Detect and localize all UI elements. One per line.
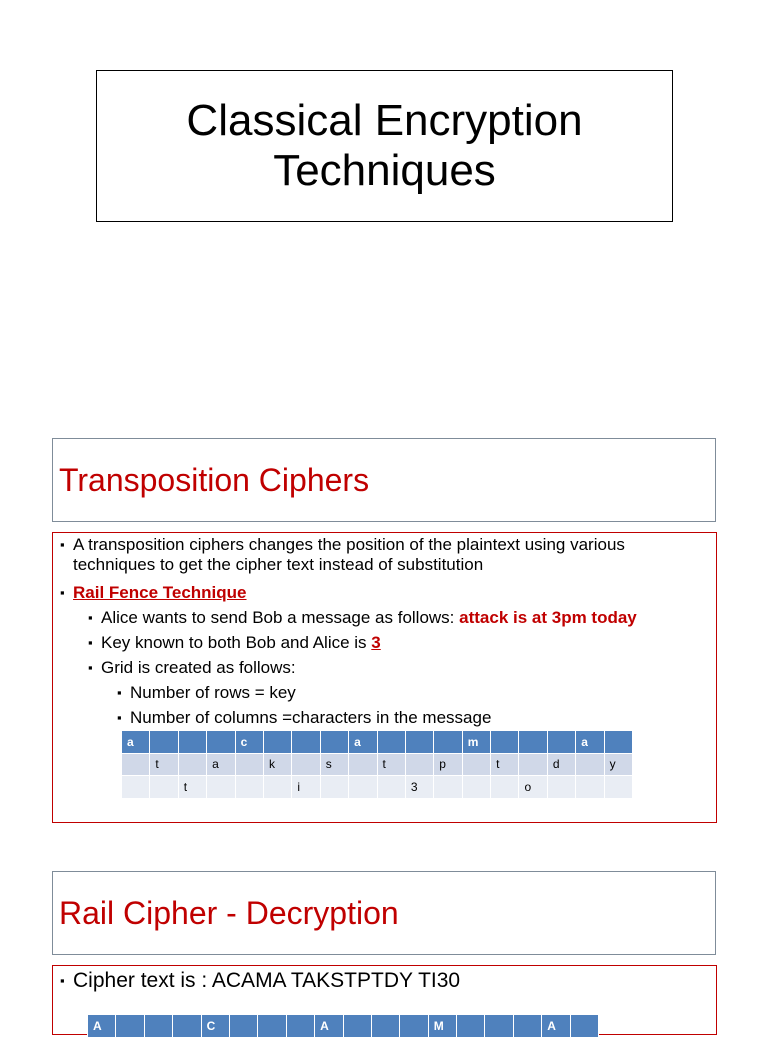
grid-cell: [377, 731, 405, 754]
decryption-grid-cell: [457, 1015, 485, 1038]
plaintext-message: attack is at 3pm today: [459, 608, 637, 627]
grid-cell: [320, 776, 348, 799]
title-slide: [96, 70, 673, 222]
grid-cell: [349, 753, 377, 776]
slide-title: Classical Encryption Techniques: [186, 96, 583, 195]
transposition-content: [52, 532, 717, 823]
bullet-alice-message: ▪ Alice wants to send Bob a message as follows: attack is at 3pm today: [101, 608, 716, 628]
decryption-grid: [87, 1014, 599, 1038]
decryption-grid-cell: [144, 1015, 172, 1038]
grid-cell: [235, 753, 263, 776]
decryption-grid-cell: [229, 1015, 257, 1038]
key-value: 3: [371, 633, 381, 652]
grid-cell: 3: [405, 776, 433, 799]
decryption-grid-cell: C: [201, 1015, 229, 1038]
grid-cell: [491, 776, 519, 799]
bullet-definition: ▪ A transposition ciphers changes the position of the plaintext using various techniques to get the cipher text instead of substitution: [73, 535, 716, 575]
transposition-heading: Transposition Ciphers: [59, 461, 370, 498]
rail-fence-grid: [121, 730, 633, 799]
bullet-rail-fence: [73, 583, 716, 603]
grid-row: [122, 731, 633, 754]
transposition-heading-box: [52, 438, 716, 522]
grid-cell: c: [235, 731, 263, 754]
decryption-grid-cell: [286, 1015, 314, 1038]
decryption-grid-cell: [116, 1015, 144, 1038]
bullet-cipher-text: ▪ Cipher text is : ACAMA TAKSTPTDY TI30: [73, 968, 716, 994]
grid-cell: y: [604, 753, 632, 776]
grid-cell: [263, 776, 291, 799]
grid-cell: a: [576, 731, 604, 754]
grid-cell: [178, 753, 206, 776]
grid-cell: d: [547, 753, 575, 776]
decryption-grid-cell: M: [428, 1015, 456, 1038]
decryption-grid-cell: [513, 1015, 541, 1038]
grid-cell: [292, 753, 320, 776]
decryption-grid-cell: A: [542, 1015, 570, 1038]
decryption-grid-row: [88, 1015, 599, 1038]
decryption-grid-cell: [570, 1015, 598, 1038]
rail-fence-link: Rail Fence Technique: [73, 583, 247, 602]
grid-cell: [491, 731, 519, 754]
grid-cell: [150, 776, 178, 799]
grid-cell: t: [150, 753, 178, 776]
grid-cell: [377, 776, 405, 799]
bullet-grid-intro: ▪ Grid is created as follows:: [101, 658, 716, 678]
grid-cell: [576, 753, 604, 776]
grid-cell: [547, 731, 575, 754]
decryption-heading-box: [52, 871, 716, 955]
grid-cell: p: [434, 753, 462, 776]
grid-cell: [207, 731, 235, 754]
decryption-grid-cell: [400, 1015, 428, 1038]
grid-cell: k: [263, 753, 291, 776]
grid-cell: t: [178, 776, 206, 799]
bullet-key: ▪ Key known to both Bob and Alice is 3: [101, 633, 716, 653]
grid-cell: [122, 753, 150, 776]
grid-cell: [519, 731, 547, 754]
decryption-grid-cell: [258, 1015, 286, 1038]
grid-cell: [405, 731, 433, 754]
decryption-grid-cell: A: [88, 1015, 116, 1038]
grid-cell: [462, 776, 490, 799]
bullet-rows-rule: ▪ Number of rows = key: [130, 683, 716, 703]
grid-cell: [576, 776, 604, 799]
decryption-content: [52, 965, 717, 1035]
grid-cell: [235, 776, 263, 799]
grid-cell: a: [207, 753, 235, 776]
grid-cell: [207, 776, 235, 799]
grid-cell: [604, 776, 632, 799]
decryption-grid-cell: [371, 1015, 399, 1038]
grid-cell: t: [491, 753, 519, 776]
grid-row: [122, 776, 633, 799]
decryption-grid-cell: [343, 1015, 371, 1038]
decryption-grid-cell: [173, 1015, 201, 1038]
grid-cell: [349, 776, 377, 799]
decryption-grid-cell: [485, 1015, 513, 1038]
grid-cell: [292, 731, 320, 754]
grid-cell: [150, 731, 178, 754]
bullet-cols-rule: ▪ Number of columns =characters in the message: [130, 708, 716, 728]
grid-cell: [547, 776, 575, 799]
grid-cell: [519, 753, 547, 776]
grid-row: [122, 753, 633, 776]
grid-cell: a: [122, 731, 150, 754]
grid-cell: i: [292, 776, 320, 799]
grid-cell: [604, 731, 632, 754]
grid-cell: [434, 776, 462, 799]
grid-cell: [405, 753, 433, 776]
grid-cell: [178, 731, 206, 754]
decryption-grid-cell: A: [315, 1015, 343, 1038]
grid-cell: [263, 731, 291, 754]
grid-cell: a: [349, 731, 377, 754]
grid-cell: m: [462, 731, 490, 754]
grid-cell: [434, 731, 462, 754]
grid-cell: s: [320, 753, 348, 776]
grid-cell: [122, 776, 150, 799]
grid-cell: [462, 753, 490, 776]
decryption-heading: Rail Cipher - Decryption: [59, 894, 399, 931]
grid-cell: t: [377, 753, 405, 776]
grid-cell: o: [519, 776, 547, 799]
grid-cell: [320, 731, 348, 754]
